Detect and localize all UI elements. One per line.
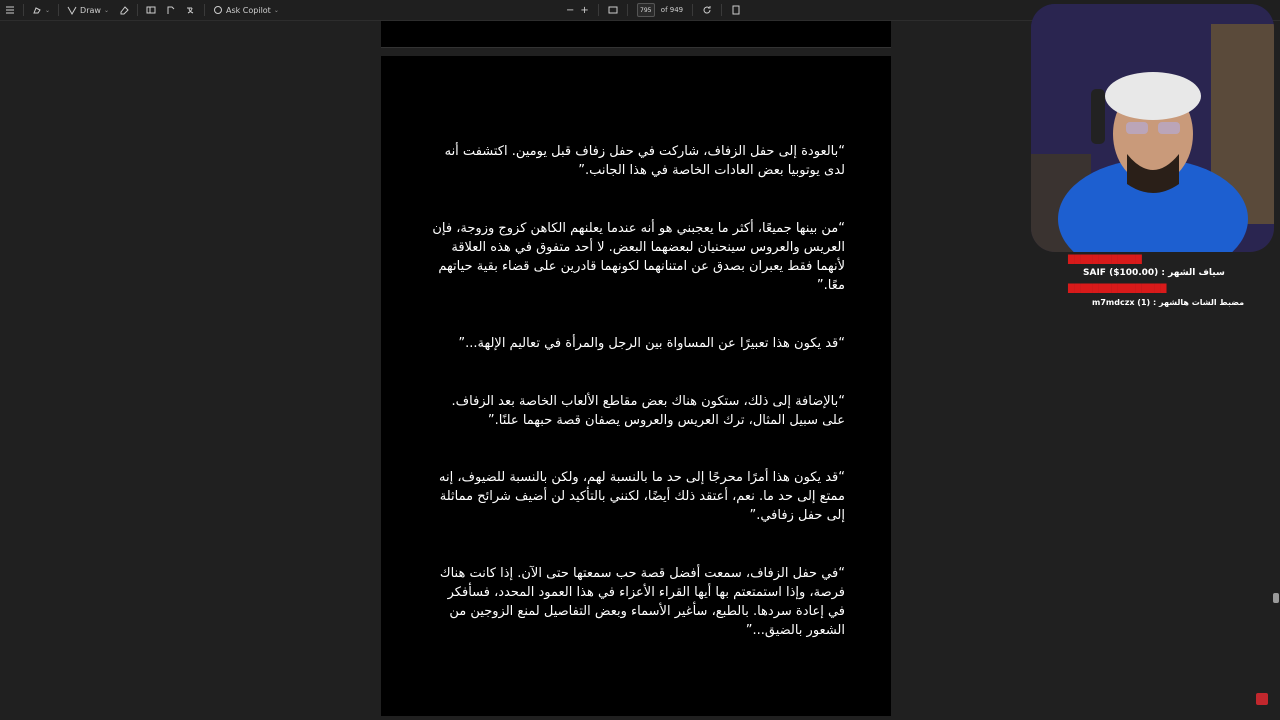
page-navigation bbox=[566, 0, 741, 20]
highlight-button[interactable] bbox=[27, 0, 55, 20]
page-view-icon[interactable] bbox=[731, 5, 741, 15]
read-aloud-button[interactable] bbox=[161, 0, 181, 20]
divider bbox=[598, 4, 599, 16]
document-page bbox=[381, 56, 891, 716]
highlighter-icon bbox=[32, 5, 42, 15]
paragraph: “بالعودة إلى حفل الزفاف، شاركت في حفل زفاف قبل يومين. اكتشفت أنه لدى يوتوبيا بعض العادات الخاصة في هذا الجانب.” bbox=[444, 144, 845, 178]
zoom-out-icon[interactable]: − bbox=[566, 4, 575, 16]
draw-button[interactable] bbox=[62, 0, 114, 20]
contents-button[interactable] bbox=[0, 0, 20, 20]
top-donor-text: SAIF ($100.00) : سياف الشهر bbox=[1083, 268, 1225, 278]
page-total-label: of 949 bbox=[660, 6, 684, 14]
draw-label: Draw bbox=[80, 5, 101, 15]
chat-top-text: m7mdczx (1) : مضبط الشات هالشهر bbox=[1092, 298, 1245, 307]
divider bbox=[204, 4, 205, 16]
previous-page bbox=[381, 21, 891, 48]
scrollbar-thumb[interactable] bbox=[1273, 593, 1279, 603]
divider bbox=[137, 4, 138, 16]
eraser-icon bbox=[119, 5, 129, 15]
paragraph: “قد يكون هذا تعبيرًا عن المساواة بين الرجل والمرأة في تعاليم الإلهة...” bbox=[458, 336, 845, 351]
paragraph: “قد يكون هذا أمرًا محرجًا إلى حد ما بالنسبة لهم، ولكن بالنسبة للضيوف، إنه ممتع إلى حد ما. نعم، أعتقد ذلك أيضًا، لكنني بالتأكيد لن أضيف شرائح مماثلة إلى حفل زفافي.” bbox=[439, 470, 845, 523]
translate-button[interactable] bbox=[181, 0, 201, 20]
chevron-down-icon: ⌄ bbox=[45, 6, 51, 14]
copilot-icon bbox=[213, 5, 223, 15]
divider bbox=[721, 4, 722, 16]
read-aloud-icon bbox=[166, 5, 176, 15]
divider bbox=[627, 4, 628, 16]
overlay-red-line: ████████████ bbox=[1068, 255, 1142, 264]
translate-icon bbox=[186, 5, 196, 15]
paragraph: “في حفل الزفاف، سمعت أفضل قصة حب سمعتها حتى الآن. إذا كانت هناك فرصة، وإذا استمتعتم بها أيها القراء الأعزاء في هذا العمود المحدد، فسأفكر في إعادة سردها. بالطبع، سأغير الأسماء وبعض التفاصيل لمنع الزوجين من الشعور بالضيق...” bbox=[439, 566, 845, 638]
paragraph: “من بينها جميعًا، أكثر ما يعجبني هو أنه عندما يعلنهم الكاهن كزوج وزوجة، فإن العريس والعروس سينحنيان لبعضهما البعض. لا أحد متفوق في هذه العلاقة لأنهما فقط يعبران بصدق عن امتنانهما لكونهما قادرين على قضاء بقية حياتهم معًا.” bbox=[432, 221, 845, 293]
erase-button[interactable] bbox=[114, 0, 134, 20]
pen-icon bbox=[67, 5, 77, 15]
pdf-icon bbox=[1256, 693, 1268, 705]
divider bbox=[692, 4, 693, 16]
fit-page-icon[interactable] bbox=[608, 5, 618, 15]
page-number-input[interactable]: 795 bbox=[637, 3, 655, 17]
streamer-image bbox=[1031, 4, 1274, 252]
view-button[interactable] bbox=[141, 0, 161, 20]
paragraph: “بالإضافة إلى ذلك، ستكون هناك بعض مقاطع الألعاب الخاصة بعد الزفاف. على سبيل المثال، ترك العريس والعروس يصفان قصة حبهما علنًا.” bbox=[451, 394, 845, 428]
divider bbox=[23, 4, 24, 16]
chevron-down-icon: ⌄ bbox=[273, 6, 279, 14]
panel-icon bbox=[146, 5, 156, 15]
overlay-red-line: ████████████████ bbox=[1068, 284, 1167, 293]
divider bbox=[58, 4, 59, 16]
ask-copilot-label: Ask Copilot bbox=[225, 5, 271, 15]
chevron-down-icon: ⌄ bbox=[103, 6, 109, 14]
list-icon bbox=[5, 5, 15, 15]
ask-copilot-button[interactable] bbox=[208, 0, 284, 20]
zoom-in-icon[interactable]: + bbox=[580, 4, 589, 16]
webcam-overlay bbox=[1031, 4, 1274, 252]
rotate-icon[interactable] bbox=[702, 5, 712, 15]
